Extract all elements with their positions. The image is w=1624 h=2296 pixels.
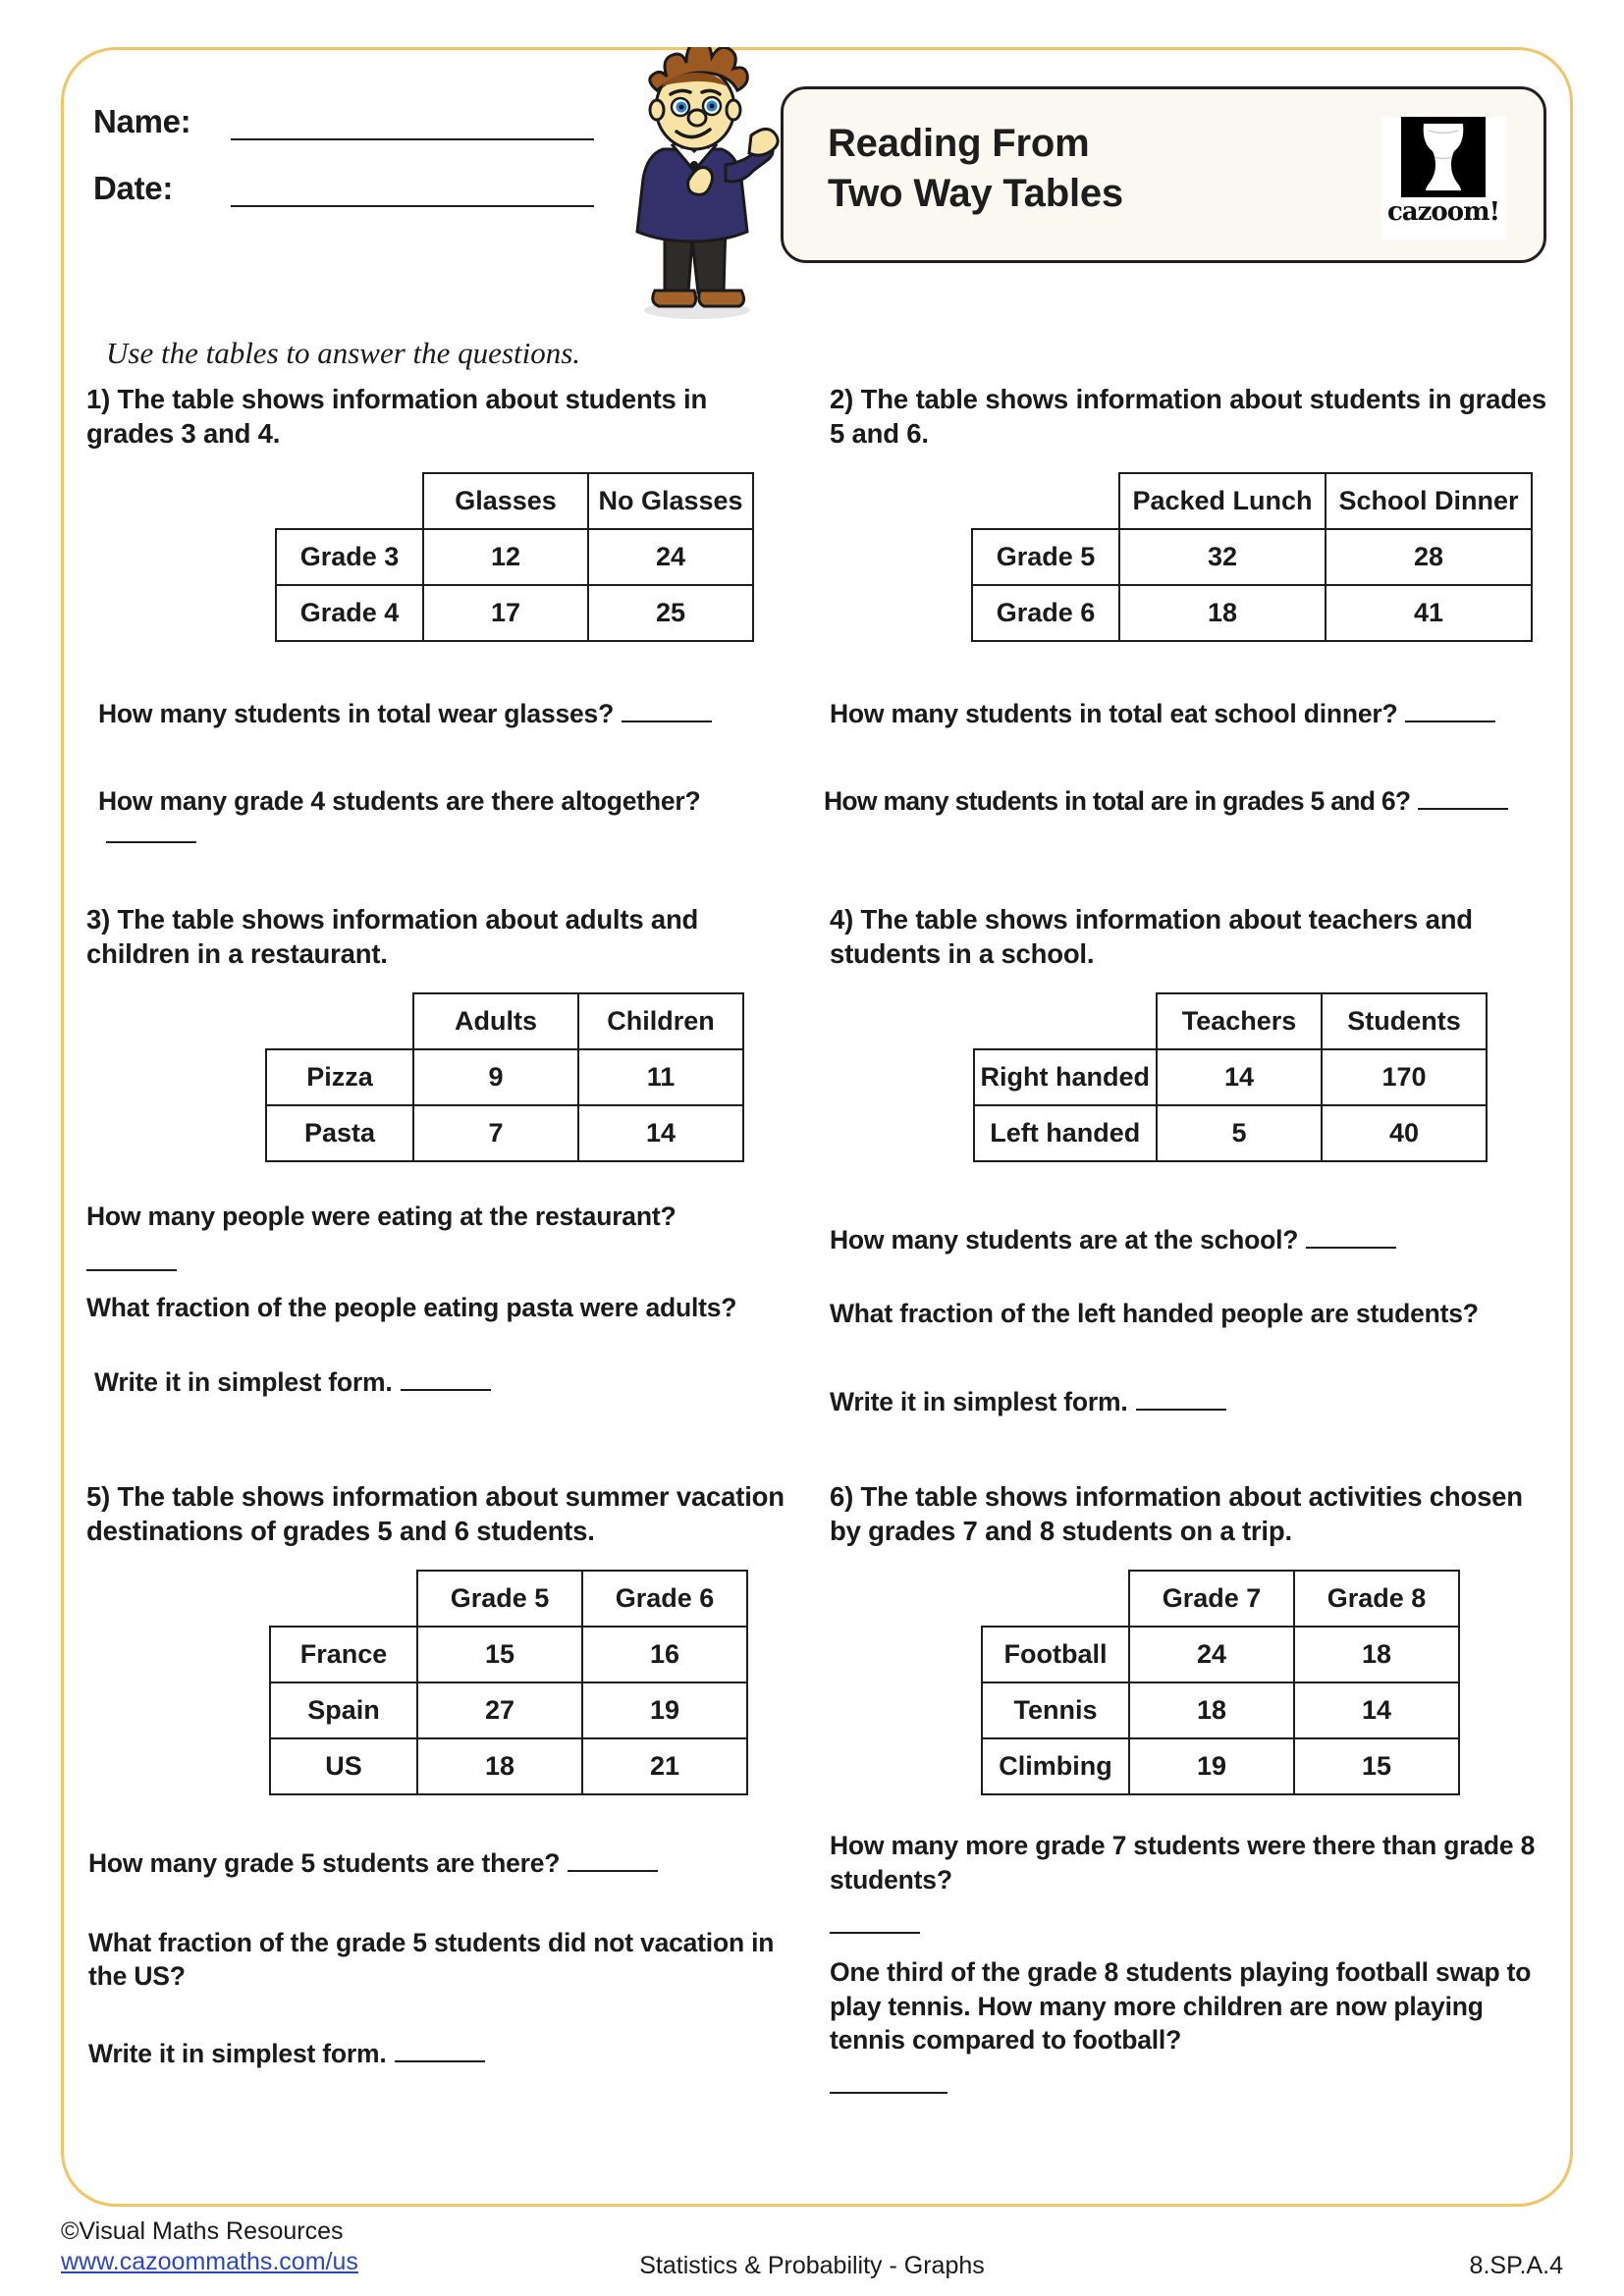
table-row	[982, 1738, 1459, 1794]
table-cell: 19	[582, 1682, 747, 1738]
footer-website-link[interactable]: www.cazoommaths.com/us	[61, 2247, 358, 2275]
date-label: Date:	[93, 170, 174, 206]
table-cell: 24	[588, 529, 753, 585]
table-header-row	[276, 473, 753, 529]
date-row	[93, 170, 604, 207]
col-header: School Dinner	[1326, 473, 1532, 529]
cazoom-logo	[1380, 117, 1506, 240]
question-4-prompt-3: Write it in simplest form.	[830, 1385, 1546, 1418]
table-cell: 14	[578, 1105, 743, 1161]
col-header: Grade 5	[417, 1571, 582, 1627]
page-title-line2: Two Way Tables	[828, 172, 1123, 216]
table-row	[972, 529, 1532, 585]
col-header: Glasses	[423, 473, 588, 529]
table-cell: 170	[1322, 1049, 1487, 1105]
col-header: Teachers	[1157, 993, 1322, 1049]
answer-blank[interactable]	[1418, 790, 1508, 810]
answer-blank[interactable]	[395, 2043, 485, 2062]
table-corner-cell	[270, 1571, 417, 1627]
table-header-row	[266, 993, 743, 1049]
table-cell: 11	[578, 1049, 743, 1105]
question-4-table	[973, 992, 1488, 1162]
col-header: Children	[578, 993, 743, 1049]
answer-blank[interactable]	[401, 1371, 491, 1391]
table-header-row	[974, 993, 1487, 1049]
instruction-text: Use the tables to answer the questions.	[106, 336, 581, 370]
boy-mascot-illustration	[604, 47, 790, 322]
question-4-stem: 4) The table shows information about teachers and students in a school.	[830, 904, 1473, 969]
question-block-6	[830, 1480, 1546, 2094]
table-cell: 24	[1129, 1627, 1294, 1682]
question-1-stem: 1) The table shows information about students in grades 3 and 4.	[86, 384, 708, 449]
question-6-prompt-1: How many more grade 7 students were there than grade 8 students?	[830, 1829, 1546, 1934]
question-1-prompt-1: How many students in total wear glasses?	[86, 697, 793, 730]
table-cell: 18	[417, 1738, 582, 1794]
question-5-table	[269, 1570, 748, 1795]
answer-blank[interactable]	[1136, 1391, 1226, 1411]
worksheet-footer	[0, 2216, 1624, 2295]
table-cell: 15	[417, 1627, 582, 1682]
row-header: US	[270, 1738, 417, 1794]
question-3-table-wrap	[86, 971, 793, 1162]
table-row	[266, 1105, 743, 1161]
table-cell: 21	[582, 1738, 747, 1794]
table-cell: 17	[423, 585, 588, 641]
table-cell: 41	[1326, 585, 1532, 641]
table-corner-cell	[276, 473, 423, 529]
row-header: Right handed	[974, 1049, 1157, 1105]
row-header: Grade 5	[972, 529, 1119, 585]
table-cell: 28	[1326, 529, 1532, 585]
table-cell: 16	[582, 1627, 747, 1682]
row-header: Football	[982, 1627, 1129, 1682]
table-cell: 18	[1119, 585, 1326, 641]
row-header: Left handed	[974, 1105, 1157, 1161]
table-row	[974, 1049, 1487, 1105]
question-6-stem: 6) The table shows information about activities chosen by grades 7 and 8 students on a trip.	[830, 1481, 1523, 1546]
footer-topic: Statistics & Probability - Graphs	[639, 2252, 985, 2279]
col-header: Adults	[413, 993, 578, 1049]
name-row	[93, 103, 604, 140]
question-6-prompt-2: One third of the grade 8 students playing football swap to play tennis. How many more children are now playing tennis compared to football?	[830, 1955, 1546, 2094]
footer-standard-code: 8.SP.A.4	[1469, 2252, 1563, 2279]
table-cell: 9	[413, 1049, 578, 1105]
cazoom-wordmark: cazoom!	[1386, 197, 1500, 227]
question-block-5	[86, 1480, 793, 2070]
row-header: Grade 6	[972, 585, 1119, 641]
table-cell: 14	[1157, 1049, 1322, 1105]
col-header: No Glasses	[588, 473, 753, 529]
table-cell: 19	[1129, 1738, 1294, 1794]
table-row	[270, 1682, 747, 1738]
date-input-line[interactable]	[231, 180, 594, 207]
question-4-prompt-1: How many students are at the school?	[830, 1223, 1546, 1256]
title-card	[781, 86, 1546, 263]
table-cell: 18	[1294, 1627, 1459, 1682]
row-header: Pizza	[266, 1049, 413, 1105]
question-2-prompt-2: How many students in total are in grades 5 and 6?	[824, 784, 1546, 818]
table-cell: 25	[588, 585, 753, 641]
question-5-prompt-1: How many grade 5 students are there?	[86, 1846, 793, 1880]
question-5-table-wrap	[86, 1548, 793, 1795]
question-block-2	[824, 383, 1546, 818]
question-3-stem: 3) The table shows information about adults and children in a restaurant.	[86, 904, 699, 969]
table-row	[972, 585, 1532, 641]
table-row	[974, 1105, 1487, 1161]
page-title	[828, 119, 1123, 219]
col-header: Grade 6	[582, 1571, 747, 1627]
footer-copyright: ©Visual Maths Resources	[61, 2217, 344, 2245]
question-5-prompt-2: What fraction of the grade 5 students did not vacation in the US?	[88, 1927, 775, 1992]
cazoom-goblet-icon	[1401, 117, 1486, 197]
name-input-line[interactable]	[231, 113, 594, 140]
answer-blank[interactable]	[830, 2074, 947, 2094]
table-cell: 5	[1157, 1105, 1322, 1161]
answer-blank[interactable]	[86, 1252, 177, 1271]
col-header: Grade 8	[1294, 1571, 1459, 1627]
table-cell: 40	[1322, 1105, 1487, 1161]
name-date-fields	[93, 103, 604, 237]
table-corner-cell	[982, 1571, 1129, 1627]
row-header: Climbing	[982, 1738, 1129, 1794]
question-4-table-wrap	[830, 971, 1546, 1162]
table-header-row	[270, 1571, 747, 1627]
question-6-table	[981, 1570, 1460, 1795]
table-row	[982, 1682, 1459, 1738]
table-row	[270, 1627, 747, 1682]
table-cell: 32	[1119, 529, 1326, 585]
table-cell: 14	[1294, 1682, 1459, 1738]
question-1-prompt-2: How many grade 4 students are there altogether?	[86, 784, 793, 852]
answer-blank[interactable]	[568, 1852, 658, 1872]
question-1-table	[275, 472, 754, 642]
row-header: France	[270, 1627, 417, 1682]
question-6-table-wrap	[830, 1548, 1546, 1795]
answer-blank[interactable]	[1306, 1229, 1396, 1249]
col-header: Grade 7	[1129, 1571, 1294, 1627]
col-header: Students	[1322, 993, 1487, 1049]
question-1-table-wrap	[86, 451, 793, 642]
question-5-prompt-3: Write it in simplest form.	[86, 2037, 793, 2070]
table-cell: 18	[1129, 1682, 1294, 1738]
name-label: Name:	[93, 103, 191, 139]
table-cell: 12	[423, 529, 588, 585]
answer-blank[interactable]	[1405, 703, 1495, 722]
row-header: Grade 4	[276, 585, 423, 641]
worksheet-header	[0, 0, 1624, 324]
page-title-line1: Reading From	[828, 122, 1090, 165]
question-block-3	[86, 903, 793, 1400]
question-3-prompt-1: How many people were eating at the restaurant?	[86, 1200, 793, 1270]
row-header: Spain	[270, 1682, 417, 1738]
question-3-prompt-2: What fraction of the people eating pasta were adults?	[86, 1292, 737, 1322]
table-corner-cell	[972, 473, 1119, 529]
question-5-stem: 5) The table shows information about summer vacation destinations of grades 5 and 6 students.	[86, 1481, 785, 1546]
table-cell: 27	[417, 1682, 582, 1738]
table-row	[982, 1627, 1459, 1682]
question-2-table	[971, 472, 1533, 642]
row-header: Pasta	[266, 1105, 413, 1161]
table-row	[276, 529, 753, 585]
answer-blank[interactable]	[830, 1914, 920, 1934]
table-cell: 15	[1294, 1738, 1459, 1794]
table-header-row	[972, 473, 1532, 529]
answer-blank[interactable]	[622, 703, 712, 722]
question-2-prompt-1: How many students in total eat school dinner?	[830, 697, 1546, 730]
table-cell: 7	[413, 1105, 578, 1161]
question-block-1	[86, 383, 793, 852]
question-4-prompt-2: What fraction of the left handed people are students?	[830, 1298, 1479, 1328]
table-row	[266, 1049, 743, 1105]
col-header: Packed Lunch	[1119, 473, 1326, 529]
answer-blank[interactable]	[106, 824, 196, 843]
question-3-prompt-3: Write it in simplest form.	[86, 1365, 793, 1399]
question-2-stem: 2) The table shows information about students in grades 5 and 6.	[830, 384, 1546, 449]
table-corner-cell	[266, 993, 413, 1049]
row-header: Grade 3	[276, 529, 423, 585]
row-header: Tennis	[982, 1682, 1129, 1738]
table-row	[270, 1738, 747, 1794]
question-block-4	[830, 903, 1546, 1419]
question-3-table	[265, 992, 744, 1162]
table-header-row	[982, 1571, 1459, 1627]
question-2-table-wrap	[830, 451, 1546, 642]
table-row	[276, 585, 753, 641]
table-corner-cell	[974, 993, 1157, 1049]
